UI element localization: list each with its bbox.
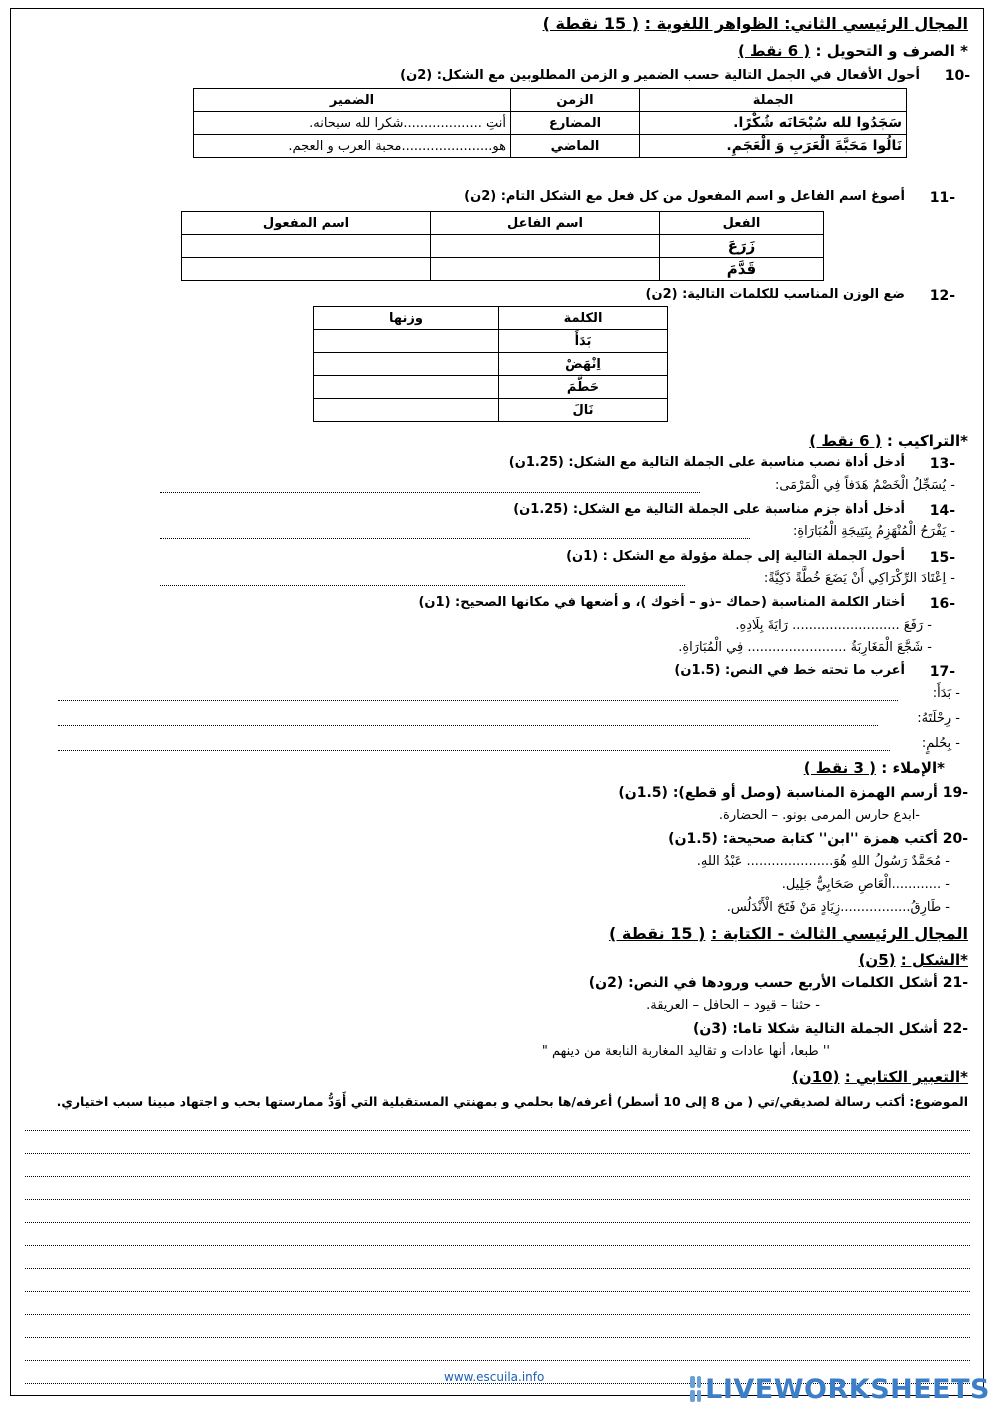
q13-number: -13 [929, 456, 955, 472]
q16-item-1[interactable]: - رَفَعَ .......................... رَايَةَ بِلَادِهِ. [735, 618, 932, 633]
q20-item-2[interactable]: - ............الْعَاصِ صَحَابِيٌّ جَلِيل. [781, 877, 950, 892]
q10-number: -10 [944, 68, 970, 84]
q10-row1-answer[interactable]: أنتِ ...................شكرا لله سبحانه. [194, 112, 511, 135]
q12-answer-4[interactable] [314, 399, 499, 422]
section3-title: المجال الرئيسي الثالث - الكتابة : [710, 924, 968, 943]
writing-line[interactable] [25, 1291, 970, 1292]
q17-answer-line-2[interactable] [58, 725, 878, 726]
q16-number: -16 [929, 596, 955, 612]
q15-answer-line[interactable] [160, 585, 685, 586]
shape-title: *الشكل : [900, 951, 968, 969]
logo-mark-icon [690, 1376, 701, 1402]
q17-item-2: - رِحْلَتَهُ: [917, 711, 960, 726]
q17-item-1: - بَدَأَ: [932, 686, 960, 701]
morph-points: ( 6 نقط ) [737, 42, 811, 60]
q11-text: أصوغ اسم الفاعل و اسم المفعول من كل فعل مع الشكل التام: (2ن) [464, 189, 905, 204]
q20-text: -20 أكتب همزة ''ابن'' كتابة صحيحة: (1.5ن) [668, 831, 968, 847]
q10-header-tense: الزمن [511, 89, 640, 112]
writing-header [792, 1068, 968, 1086]
q11-number: -11 [929, 190, 955, 206]
logo-text: LIVEWORKSHEETS [705, 1373, 990, 1405]
q12-table [313, 306, 668, 422]
q12-answer-3[interactable] [314, 376, 499, 399]
q11-table [181, 211, 824, 281]
liveworksheets-logo [690, 1372, 990, 1406]
q11-verb-2: قَدَّمَ [660, 258, 824, 281]
section3-points: ( 15 نقطة ) [608, 924, 706, 943]
dictation-points: ( 3 نقط ) [803, 759, 877, 777]
writing-points: (10ن) [792, 1068, 840, 1086]
q17-text: أعرب ما تحته خط في النص: (1.5ن) [674, 663, 905, 678]
writing-line[interactable] [25, 1268, 970, 1269]
q17-answer-line-1[interactable] [58, 700, 898, 701]
q19-text: -19 أرسم الهمزة المناسبة (وصل أو قطع): (1.5ن) [618, 785, 968, 801]
table-row [314, 307, 668, 330]
table-row [314, 376, 668, 399]
q20-item-1[interactable]: - مُحَمَّدٌ رَسُولُ اللهِ هُوَ..................... عَبْدُ اللهِ. [696, 854, 950, 869]
table-row [182, 258, 824, 281]
q19-item[interactable]: -ابدع حارس المرمى بونو. – الحضارة. [718, 808, 920, 823]
section2-header [543, 14, 968, 33]
q10-header-sentence: الجملة [640, 89, 907, 112]
shape-points: (5ن) [858, 951, 896, 969]
q10-row2-answer[interactable]: هو......................محبة العرب و العجم. [194, 135, 511, 158]
q11-header-verb: الفعل [660, 212, 824, 235]
q14-text: أدخل أداة جزم مناسبة على الجملة التالية مع الشكل: (1.25ن) [513, 502, 905, 517]
q10-row1-sentence: سَجَدُوا لله سُبْحَانَه شُكْرًا. [640, 112, 907, 135]
q17-answer-line-3[interactable] [58, 750, 890, 751]
q13-item: - يُسَجِّلُ الْخَصْمُ هَدَفاً فِي الْمَرْمَى: [774, 478, 955, 493]
q12-word-1: بَدَأَ [499, 330, 668, 353]
q13-answer-line[interactable] [160, 492, 700, 493]
q22-text: -22 أشكل الجملة التالية شكلا تاما: (3ن) [692, 1021, 968, 1037]
q11-passive-1[interactable] [182, 235, 431, 258]
writing-line[interactable] [25, 1245, 970, 1246]
q11-header-passive: اسم المفعول [182, 212, 431, 235]
q10-row2-sentence: نَالُوا مَحَبَّةَ الْعَرَبِ وَ الْعَجَمِ. [640, 135, 907, 158]
q14-item: - يَفْرَحُ الْمُنْهَزِمُ بِنَتِيجَةِ الْمُبَارَاةِ: [792, 524, 955, 539]
q12-text: ضع الوزن المناسب للكلمات التالية: (2ن) [645, 287, 905, 302]
q22-item[interactable]: '' طبعا، أنها عادات و تقاليد المغاربة النابعة من دينهم " [541, 1044, 830, 1059]
q10-text: أحول الأفعال في الجمل التالية حسب الضمير و الزمن المطلوبين مع الشكل: (2ن) [400, 68, 920, 83]
q11-passive-2[interactable] [182, 258, 431, 281]
writing-line[interactable] [25, 1176, 970, 1177]
syntax-header [809, 432, 968, 450]
q12-answer-1[interactable] [314, 330, 499, 353]
q12-header-word: الكلمة [499, 307, 668, 330]
q17-item-3: - بِحُلمٍ: [921, 736, 960, 751]
q16-text: أختار الكلمة المناسبة (حماك –ذو – أخوك )، و أضعها في مكانها الصحيح: (1ن) [418, 595, 905, 610]
dictation-title: *الإملاء : [881, 759, 945, 777]
table-row [194, 135, 907, 158]
q15-text: أحول الجملة التالية إلى جملة مؤولة مع الشكل : (1ن) [566, 549, 905, 564]
writing-topic: الموضوع: أكتب رسالة لصديقي/تي ( من 8 إلى 10 أسطر) أعرفه/ها بحلمي و بمهنتي المستقبلية التي أَوَدُّ ممارستها بحب و اجتهاد مبينا سبب اختياري. [56, 1094, 968, 1109]
writing-title: *التعبير الكتابي : [844, 1068, 968, 1086]
writing-line[interactable] [25, 1337, 970, 1338]
table-row [194, 89, 907, 112]
q14-answer-line[interactable] [160, 538, 750, 539]
q12-word-3: حَطَّمَ [499, 376, 668, 399]
q12-answer-2[interactable] [314, 353, 499, 376]
morph-header [738, 42, 968, 60]
table-row [182, 212, 824, 235]
q10-row2-tense: الماضي [511, 135, 640, 158]
q11-header-active: اسم الفاعل [431, 212, 660, 235]
q13-text: أدخل أداة نصب مناسبة على الجملة التالية مع الشكل: (1.25ن) [508, 455, 905, 470]
table-row [182, 235, 824, 258]
table-row [314, 399, 668, 422]
q11-verb-1: زَرَعَ [660, 235, 824, 258]
table-row [314, 353, 668, 376]
q21-item[interactable]: - حثنا – قيود – الحافل – العريقة. [646, 998, 820, 1013]
shape-header [859, 951, 968, 969]
syntax-points: ( 6 نقط ) [809, 432, 882, 450]
q12-word-2: اِنْهَضْ [499, 353, 668, 376]
q17-number: -17 [929, 664, 955, 680]
morph-title: * الصرف و التحويل : [815, 42, 968, 60]
q10-row1-tense: المضارع [511, 112, 640, 135]
q14-number: -14 [929, 503, 955, 519]
writing-line[interactable] [25, 1222, 970, 1223]
dictation-header [804, 759, 945, 777]
section3-header [609, 924, 968, 943]
syntax-title: *التراكيب : [886, 432, 968, 450]
table-row [314, 330, 668, 353]
section2-title: المجال الرئيسي الثاني: الظواهر اللغوية : [644, 14, 968, 33]
q10-header-pronoun: الضمير [194, 89, 511, 112]
q12-header-pattern: وزنها [314, 307, 499, 330]
q11-active-1[interactable] [431, 235, 660, 258]
footer-link[interactable]: www.escuila.info [444, 1370, 545, 1384]
section2-points: ( 15 نقطة ) [542, 14, 640, 33]
table-row [194, 112, 907, 135]
q11-active-2[interactable] [431, 258, 660, 281]
writing-line[interactable] [25, 1360, 970, 1361]
q21-text: -21 أشكل الكلمات الأربع حسب ورودها في النص: (2ن) [588, 975, 968, 991]
writing-line[interactable] [25, 1130, 970, 1131]
q12-word-4: نَالَ [499, 399, 668, 422]
q16-item-2[interactable]: - شَجَّعَ الْمَغَارِبَةُ ........................ فِي الْمُبَارَاةِ. [678, 640, 932, 655]
writing-line[interactable] [25, 1199, 970, 1200]
q15-number: -15 [929, 550, 955, 566]
writing-line[interactable] [25, 1314, 970, 1315]
q10-table [193, 88, 907, 158]
q15-item: - اِعْتَادَ الرِّكْرَاكِي أَنْ يَضَعَ خُطَّةً ذَكِيَّةً: [763, 571, 955, 586]
q12-number: -12 [929, 288, 955, 304]
q20-item-3[interactable]: - طَارِقُ.................زِيَادٍ مَنْ فَتَحَ الْأَنْدَلُس. [726, 900, 950, 915]
writing-line[interactable] [25, 1153, 970, 1154]
